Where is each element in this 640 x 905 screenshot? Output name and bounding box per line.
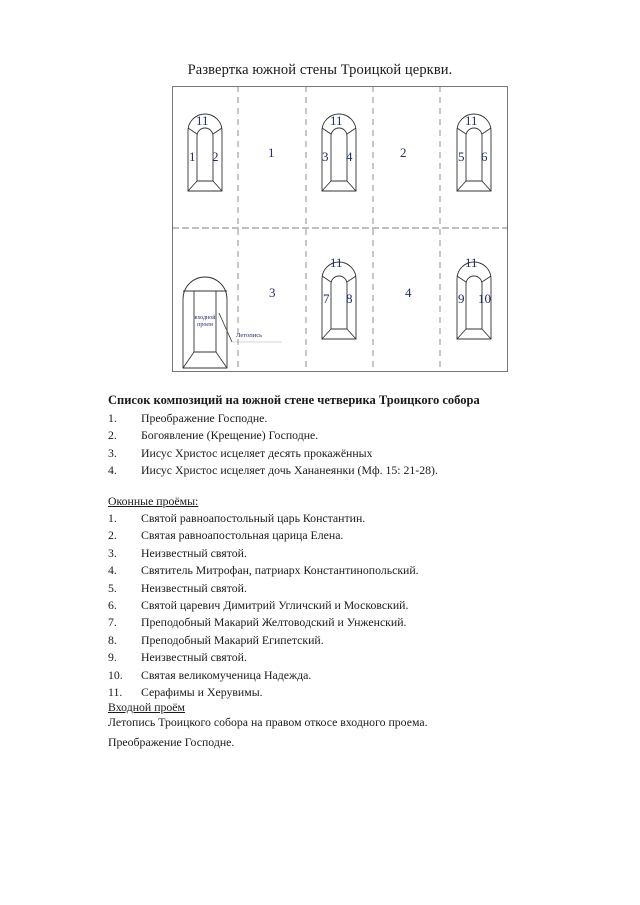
panel-label-2: 2	[400, 145, 407, 160]
window-3-right-label: 6	[481, 149, 488, 164]
entrance-heading: Входной проём	[108, 700, 186, 714]
window-3-left-label: 5	[458, 149, 465, 164]
entrance-label-line2: проем	[197, 321, 213, 328]
panel-label-4: 4	[405, 285, 412, 300]
window-3-top-label: 11	[465, 113, 478, 128]
window-5-left-label: 9	[458, 291, 465, 306]
window-1-right-label: 2	[212, 149, 219, 164]
window-2-top-label: 11	[330, 113, 343, 128]
window-1-left-label: 1	[189, 149, 196, 164]
chronicle-pointer	[219, 313, 232, 342]
window-2-right-label: 4	[346, 149, 353, 164]
compositions-heading: Список композиций на южной стене четверика Троицкого собора	[108, 393, 480, 407]
windows-heading: Оконные проёмы:	[108, 494, 199, 508]
window-1-top-label: 11	[196, 113, 209, 128]
entrance-line-1: Летопись Троицкого собора на правом откосе входного проема.	[108, 715, 428, 729]
window-4-right-label: 8	[346, 291, 353, 306]
window-2-left-label: 3	[322, 149, 329, 164]
window-5-right-label: 10	[478, 291, 491, 306]
entrance-label-line1: входной	[194, 315, 216, 321]
page-title: Развертка южной стены Троицкой церкви.	[187, 62, 453, 78]
panel-label-3: 3	[269, 285, 276, 300]
south-wall-diagram	[172, 86, 508, 372]
window-4-left-label: 7	[323, 291, 330, 306]
window-5-top-label: 11	[465, 255, 478, 270]
entrance-line-2: Преображение Господне.	[108, 735, 235, 749]
window-4-top-label: 11	[330, 255, 343, 270]
panel-label-1: 1	[268, 145, 275, 160]
entrance-label	[190, 315, 220, 328]
chronicle-label: Летопись	[236, 332, 263, 339]
